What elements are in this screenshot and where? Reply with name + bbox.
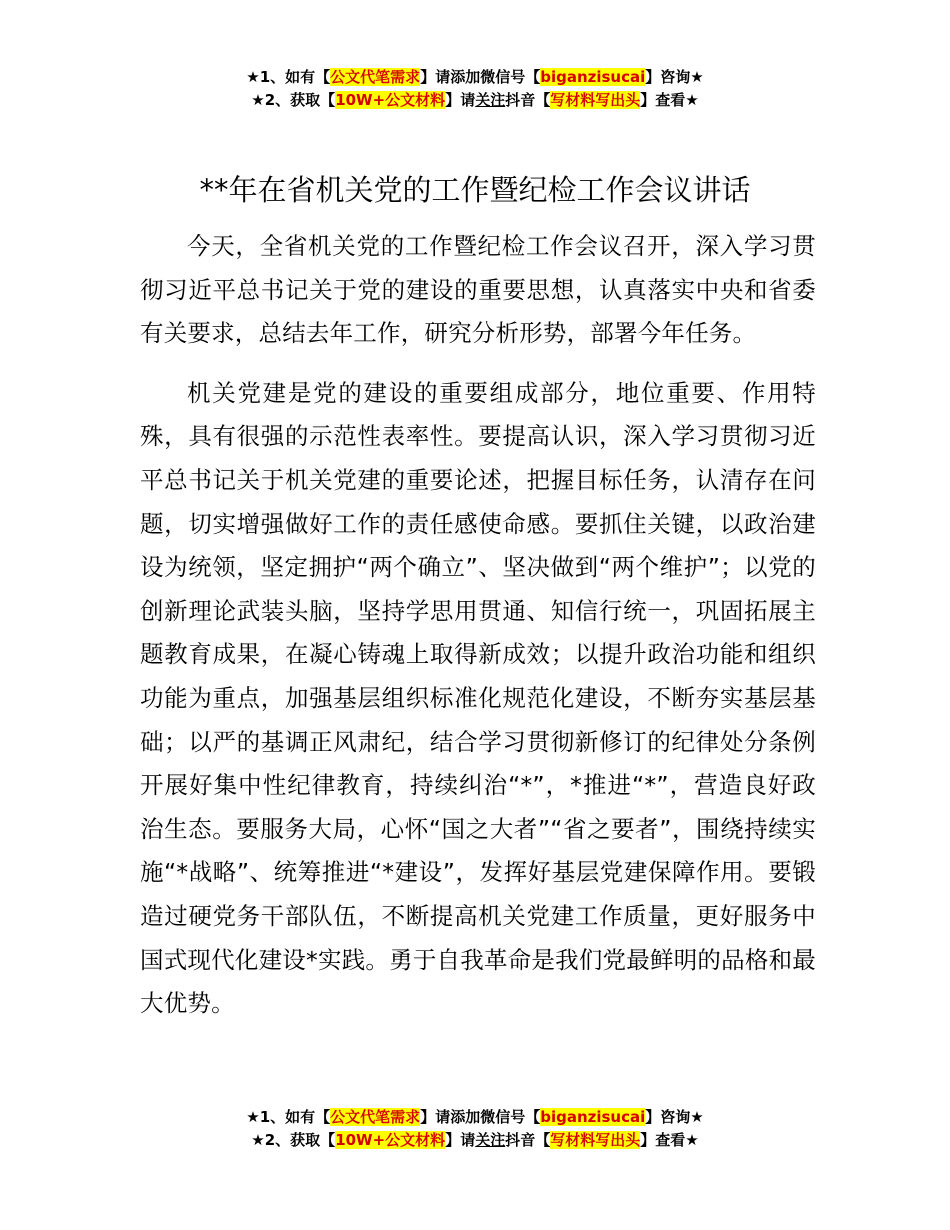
paragraph: 今天，全省机关党的工作暨纪检工作会议召开，深入学习贯彻习近平总书记关于党的建设的重要思想，认真落实中央和省委有关要求，总结去年工作，研究分析形势，部署今年任务。 [140,232,816,348]
highlight-wechat-id: biganzisucai [540,68,646,86]
banner-line-2 [0,1129,950,1152]
footer-banner [0,1106,950,1152]
highlight-wechat-id: biganzisucai [540,1108,646,1126]
banner-text: 抖音【 [505,91,551,109]
banner-text: ★2、获取【 [251,91,336,109]
banner-text: 】咨询★ [645,1108,704,1126]
banner-text: 】请 [445,1131,476,1149]
banner-text: 】请添加微信号【 [420,68,541,86]
banner-text: 】请添加微信号【 [420,1108,541,1126]
underlined-follow: 关注 [475,91,506,109]
banner-text: 】咨询★ [645,68,704,86]
highlight-douyin-account: 写材料写出头 [550,91,641,109]
banner-text: ★1、如有【 [246,1108,331,1126]
banner-line-1 [0,66,950,89]
banner-line-2 [0,89,950,112]
document-title: **年在省机关党的工作暨纪检工作会议讲话 [199,173,751,207]
banner-text: 】查看★ [640,91,699,109]
paragraph: 机关党建是党的建设的重要组成部分，地位重要、作用特殊，具有很强的示范性表率性。要提高认识，深入学习贯彻习近平总书记关于机关党建的重要论述，把握目标任务，认清存在问题，切实增强做好工作的责任感使命感。要抓住关键，以政治建设为统领，坚定拥护“两个确立”、坚决做到“两个维护”；以党的创新理论武装头脑，坚持学思用贯通、知信行统一，巩固拓展主题教育成果，在凝心铸魂上取得新成效；以提升政治功能和组织功能为重点，加强基层组织标准化规范化建设，不断夯实基层基础；以严的基调正风肃纪，结合学习贯彻新修订的纪律处分条例开展好集中性纪律教育，持续纠治“*”，*推进“*”，营造良好政治生态。要服务大局，心怀“国之大者”“省之要者”，围绕持续实施“*战略”、统筹推进“*建设”，发挥好基层党建保障作用。要锻造过硬党务干部队伍，不断提高机关党建工作质量，更好服务中国式现代化建设*实践。勇于自我革命是我们党最鲜明的品格和最大优势。 [140,378,816,1018]
banner-text: ★2、获取【 [251,1131,336,1149]
banner-text: 抖音【 [505,1131,551,1149]
highlight-materials: 10W+公文材料 [335,91,446,109]
banner-text: 】查看★ [640,1131,699,1149]
highlight-douyin-account: 写材料写出头 [550,1131,641,1149]
highlight-service: 公文代笔需求 [330,68,421,86]
highlight-materials: 10W+公文材料 [335,1131,446,1149]
banner-line-1 [0,1106,950,1129]
underlined-follow: 关注 [475,1131,506,1149]
header-banner [0,66,950,112]
document-body [140,225,816,1026]
highlight-service: 公文代笔需求 [330,1108,421,1126]
banner-text: 】请 [445,91,476,109]
banner-text: ★1、如有【 [246,68,331,86]
